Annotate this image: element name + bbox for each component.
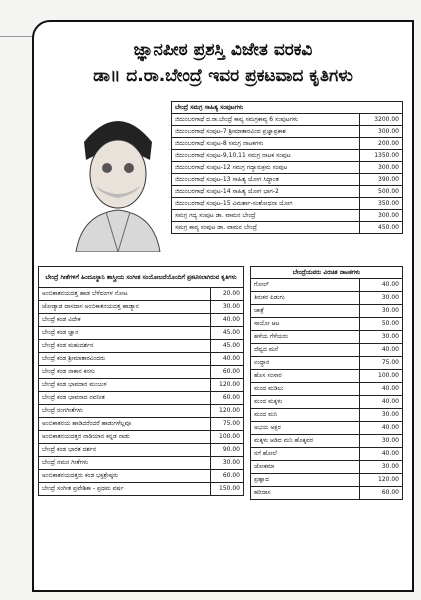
item-price: 30.00 <box>360 292 403 305</box>
item-title: ಮಂದ ಮಡಿಲು <box>251 383 360 396</box>
item-title: ಜೋಕಮಾ <box>251 461 360 474</box>
table-row <box>39 444 244 457</box>
item-title: ಮಕ್ಕಳು ಆಡಿದ ಮನಿ ಹೊಕ್ಕವರ <box>251 435 360 448</box>
item-title: ಬೇಂದ್ರೆ ಕಂಡ ಶ್ರೀಮಾತಾರವಿಂದರು <box>39 353 211 366</box>
table-row <box>251 344 403 357</box>
item-title: ಗೋಲ್ <box>251 279 360 292</box>
item-title: ಬೇಂದ್ರೆ ಕಂಡ ಭಾವನಾದ ನವನೀತ <box>39 392 211 405</box>
item-price: 120.00 <box>211 405 244 418</box>
table-row <box>251 409 403 422</box>
item-price: 50.00 <box>360 318 403 331</box>
item-price: 75.00 <box>211 418 244 431</box>
table-row <box>251 487 403 500</box>
table-row <box>39 457 244 470</box>
item-price: 300.00 <box>360 126 403 138</box>
item-price: 3200.00 <box>360 114 403 126</box>
table-row <box>251 448 403 461</box>
item-price: 75.00 <box>360 357 403 370</box>
table-row <box>251 279 403 292</box>
table-row <box>251 370 403 383</box>
item-title: ಬೇಂದ್ರೆ ಕಂಡ ವಿದೇಕ <box>39 314 211 327</box>
table-row <box>39 301 244 314</box>
table-row <box>172 186 403 198</box>
item-title: ಬೇಂದ್ರೆ ಕಂಡ ನಾಕಾನ ಕನಸು <box>39 366 211 379</box>
item-price: 40.00 <box>360 422 403 435</box>
table-row <box>39 366 244 379</box>
item-price: 20.00 <box>211 288 244 301</box>
table-row <box>172 162 403 174</box>
table-row <box>39 288 244 301</box>
table-row <box>172 150 403 162</box>
plays-header: ಬೇಂದ್ರೆಯವರು ವಿರಚಿತ ನಾಟಕಗಳು <box>251 267 403 279</box>
item-price: 90.00 <box>211 444 244 457</box>
item-title: ನಗೆ ಹೋಲೆ <box>251 448 360 461</box>
author-portrait <box>66 102 170 252</box>
item-price: 40.00 <box>360 344 403 357</box>
table-row <box>39 327 244 340</box>
table-row <box>251 435 403 448</box>
table-row <box>251 396 403 409</box>
item-price: 40.00 <box>360 383 403 396</box>
table-row <box>251 474 403 487</box>
item-title: ಮಂದ ಮಕ್ಕಳು <box>251 396 360 409</box>
item-price: 390.00 <box>360 174 403 186</box>
item-price: 60.00 <box>211 366 244 379</box>
table-row <box>251 383 403 396</box>
table-row <box>39 353 244 366</box>
table-row <box>39 314 244 327</box>
table-row <box>39 379 244 392</box>
item-price: 60.00 <box>360 487 403 500</box>
item-title: ಜಿದುಂಬರಗಾಥೆ ಸಂಪುಟ-7 ಶ್ರೀಮಾತಾರವಿಂದ ಪ್ರಜ್ಞಾಪ್ರಕಾಶ <box>172 126 360 138</box>
item-title: ಬೇಂದ್ರೆ ಕಂಡ ಭಾವದಾರ ಮಂಜುಳ <box>39 379 211 392</box>
item-price: 60.00 <box>211 470 244 483</box>
table-row <box>251 461 403 474</box>
item-title: ಜೋಡ್ಯಾಡ ದಾಸದಾಸ ಅಂಬಿಕಾತನಯದತ್ತ ಹಾಡ್ಯಾನ <box>39 301 211 314</box>
item-price: 100.00 <box>211 431 244 444</box>
table-row <box>251 357 403 370</box>
item-title: ಉದ್ಧಾರ <box>251 357 360 370</box>
item-title: ಅಂಬಿಕಾತನಯದತ್ತರ ನಾಡಿಯಾನ ಕನ್ನಡ ನಾಡು <box>39 431 211 444</box>
plays-table <box>250 266 403 500</box>
item-price: 30.00 <box>360 409 403 422</box>
table-row <box>172 138 403 150</box>
table-row <box>172 126 403 138</box>
item-price: 40.00 <box>360 396 403 409</box>
item-price: 100.00 <box>360 370 403 383</box>
item-price: 40.00 <box>360 279 403 292</box>
item-price: 40.00 <box>211 353 244 366</box>
table-row <box>39 483 244 496</box>
table-row <box>39 405 244 418</box>
item-price: 500.00 <box>360 186 403 198</box>
table-row <box>172 174 403 186</box>
item-price: 150.00 <box>211 483 244 496</box>
table-row <box>251 331 403 344</box>
item-title: ಮಂದ ಮನಿ <box>251 409 360 422</box>
item-title: ಜಿದುಂಬರಗಾಥೆ ದ.ರಾ.ಬೇಂದ್ರೆ ಕಾವ್ಯ ಸಮಗ್ರಕಾವ್ಯ 6 ಸಂಪುಟಗಳು <box>172 114 360 126</box>
item-title: ಸಮಗ್ರ ಗದ್ಯ ಸಂಪುಟ ಡಾ. ವಾಮನ ಬೇಂದ್ರೆ <box>172 210 360 222</box>
item-price: 30.00 <box>211 457 244 470</box>
item-price: 30.00 <box>360 305 403 318</box>
item-price: 450.00 <box>360 222 403 234</box>
item-title: ಹರಿದಾಸ <box>251 487 360 500</box>
title-line-1: ಜ್ಞಾನಪೀಠ ಪ್ರಶಸ್ತಿ ವಿಜೇತ ವರಕವಿ <box>133 40 313 60</box>
item-price: 350.00 <box>360 198 403 210</box>
table-row <box>172 222 403 234</box>
item-title: ಬೇಂದ್ರೆ ರಂಗಗೀತೆಗಳು <box>39 405 211 418</box>
item-title: ಜಿದುಂಬರಗಾಥೆ ಸಂಪುಟ-15 ವಿಮರ್ಶಾ-ಸಂಶೋಧನಾ ಯೋಗ <box>172 198 360 210</box>
item-price: 30.00 <box>360 435 403 448</box>
item-price: 200.00 <box>360 138 403 150</box>
table-row <box>39 340 244 353</box>
item-title: ಬೇಂದ್ರೆ ನಮನ ಗೀತೆಗಳು <box>39 457 211 470</box>
item-title: ಅಂಬಿಕಾತನಯದತ್ತ ಹಾಡ ಬೆಳೆದಂಗಳ ನೋಟ <box>39 288 211 301</box>
table-row <box>172 114 403 126</box>
item-title: ಬೇಂದ್ರೆ ಕಂಡ ಮಹುದರ್ಶನ <box>39 340 211 353</box>
table-row <box>39 418 244 431</box>
item-title: ಅಭಯ ಅಕ್ಷರ <box>251 422 360 435</box>
music-works-header: ಬೇಂದ್ರೆ ಗೀತೆಗಳಿಗೆ ಹಿಂದೂಸ್ಥಾನಿ ಶಾಸ್ತ್ರೀಯ ಸಂಗೀತ ಸಂಯೋಜನೆಯೊಂದಿಗೆ ಪ್ರಕಟಿಸಲಾಗಿರುವ ಕೃತಿಗಳು <box>39 267 244 288</box>
complete-works-table <box>171 101 403 234</box>
item-title: ಜಾತ್ರೆ <box>251 305 360 318</box>
item-title: ಜಿದುಂಬರಗಾಥೆ ಸಂಪುಟ-13 ಸಾಹಿತ್ಯ ಯೋಗ ಸಿದ್ಧಾಂತ <box>172 174 360 186</box>
table-row <box>251 292 403 305</box>
music-works-table <box>38 266 244 496</box>
table-row <box>172 210 403 222</box>
item-price: 45.00 <box>211 340 244 353</box>
item-price: 30.00 <box>360 461 403 474</box>
item-title: ಜಿದುಂಬರಗಾಥೆ ಸಂಪುಟ-9,10,11 ಸಮಗ್ರ ನಾಟಕ ಸಂಪುಟ <box>172 150 360 162</box>
item-price: 40.00 <box>211 314 244 327</box>
item-title: ಬೇಂದ್ರೆ ಸಂಗೀತ ಪ್ರವೇಶಿಕಾ - ಪ್ರಥಮ ವರ್ಷ <box>39 483 211 496</box>
item-title: ಬೇಂದ್ರೆ ಕಂಡ ಜ್ಞಾನ <box>39 327 211 340</box>
item-title: ಬೇಂದ್ರೆ ಕಂಡ ಭಾರತ ದರ್ಶನ <box>39 444 211 457</box>
item-title: ತಿರುಕರ ಪಿಡುಗು <box>251 292 360 305</box>
item-title: ಸಮಗ್ರ ಕಾವ್ಯ ಸಂಪುಟ ಡಾ. ವಾಮನ ಬೇಂದ್ರೆ <box>172 222 360 234</box>
table-row <box>251 318 403 331</box>
item-title: ಪ್ರಹ್ಲಾದ <box>251 474 360 487</box>
table-row <box>251 305 403 318</box>
item-title: ಜಿದುಂಬರಗಾಥೆ ಸಂಪುಟ-14 ಸಾಹಿತ್ಯ ಯೋಗ ಭಾಗ-2 <box>172 186 360 198</box>
item-title: ಹಳೆಯ ಗೆಳೆಯರು <box>251 331 360 344</box>
table-row <box>251 422 403 435</box>
item-title: ಅಂಬಿಕಾತನಯ ಹಾಡಿದರೆಂದರೆ ಹಾಡುಗಳೆಲ್ಲವೂ <box>39 418 211 431</box>
item-price: 30.00 <box>360 331 403 344</box>
title-line-2: ಡಾ॥ ದ.ರಾ.ಬೇಂದ್ರೆ ಇವರ ಪ್ರಕಟವಾದ ಕೃತಿಗಳು <box>93 66 353 86</box>
item-price: 60.00 <box>211 392 244 405</box>
item-price: 1350.00 <box>360 150 403 162</box>
item-title: ದೆವ್ವದ ಮನೆ <box>251 344 360 357</box>
item-title: ಜಿದುಂಬರಗಾಥೆ ಸಂಪುಟ-12 ಸಮಗ್ರ ಗದ್ಯಾನುಕ್ರಮ ಸಂಪುಟ <box>172 162 360 174</box>
table-row <box>39 431 244 444</box>
item-title: ಅಂಬಿಕಾತನಯದತ್ತರು ಕಂಡ ಭಕ್ತಶ್ರೇಷ್ಠರು <box>39 470 211 483</box>
item-price: 120.00 <box>360 474 403 487</box>
item-title: ಸಾಯೋ ಆಟ <box>251 318 360 331</box>
table-row <box>39 470 244 483</box>
table-row <box>172 198 403 210</box>
complete-works-header: ಬೇಂದ್ರೆ ಸಮಗ್ರ ಸಾಹಿತ್ಯ ಸಂಪುಟಗಳು <box>172 102 403 114</box>
item-price: 300.00 <box>360 210 403 222</box>
item-price: 120.00 <box>211 379 244 392</box>
item-title: ಜಿದುಂಬರಗಾಥೆ ಸಂಪುಟ-8 ಸಮಗ್ರ ನಾಟಕಗಳು <box>172 138 360 150</box>
item-price: 45.00 <box>211 327 244 340</box>
item-title: ಹೊಸ ಸಂಸಾರ <box>251 370 360 383</box>
table-row <box>39 392 244 405</box>
item-price: 300.00 <box>360 162 403 174</box>
item-price: 40.00 <box>360 448 403 461</box>
item-price: 30.00 <box>211 301 244 314</box>
